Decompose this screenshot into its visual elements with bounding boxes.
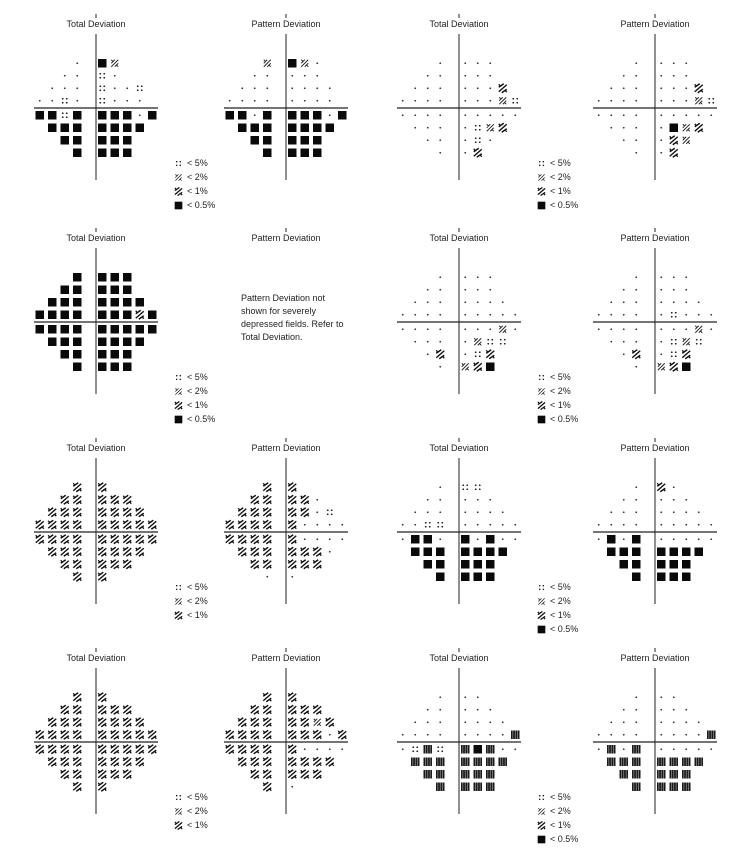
legend-row (537, 184, 578, 198)
legend-row (537, 804, 578, 818)
test-points (598, 696, 716, 791)
legend-label: < 5% (187, 582, 208, 592)
legend-label: < 2% (550, 172, 571, 182)
point-lt05-scan (707, 731, 716, 740)
legend-label: < 2% (187, 172, 208, 182)
panel-title: Total Deviation (429, 233, 489, 243)
point-lt05-scan (607, 745, 616, 754)
point-dot (673, 734, 675, 736)
panel-title: Total Deviation (429, 653, 489, 663)
legend-row (537, 818, 578, 832)
legend-lt5 (176, 160, 181, 165)
legend-symbol-icon (537, 387, 546, 396)
point-lt05-scan (632, 758, 641, 767)
significance-legend (537, 580, 578, 636)
legend-label: < 5% (550, 582, 571, 592)
point-dot (660, 721, 662, 723)
panel-title: Pattern Deviation (620, 443, 690, 453)
point-dot (660, 709, 662, 711)
legend-symbol-icon (174, 611, 183, 620)
point-lt05-scan (657, 758, 666, 767)
legend-label: < 5% (187, 792, 208, 802)
panel-title: Pattern Deviation (251, 653, 321, 663)
legend-symbol-icon (537, 835, 546, 844)
panel-title: Pattern Deviation (251, 443, 321, 453)
point-dot (610, 721, 612, 723)
legend-lt1 (538, 821, 545, 829)
legend-symbol-icon (174, 173, 183, 182)
legend-lt1 (175, 611, 182, 619)
legend-row (174, 608, 208, 622)
legend-lt05 (538, 415, 546, 423)
legend-lt5 (176, 584, 181, 589)
legend-row (537, 832, 578, 846)
legend-symbol-icon (537, 793, 546, 802)
legend-lt1 (538, 187, 545, 195)
pattern-deviation-note: Pattern Deviation not shown for severely depressed fields. Refer to Total Deviation. (241, 293, 344, 342)
legend-symbol-icon (537, 821, 546, 830)
point-dot (710, 748, 712, 750)
point-dot (660, 696, 662, 698)
legend-lt1 (175, 187, 182, 195)
point-dot (698, 721, 700, 723)
point-lt05-scan (695, 758, 704, 767)
legend-label: < 1% (187, 400, 208, 410)
legend-label: < 2% (550, 386, 571, 396)
legend-symbol-icon (174, 821, 183, 830)
legend-symbol-icon (174, 401, 183, 410)
point-lt05-scan (632, 783, 641, 792)
significance-legend (537, 790, 578, 846)
panel-title: Total Deviation (66, 653, 126, 663)
point-lt05-scan (670, 758, 679, 767)
panel-title: Total Deviation (429, 443, 489, 453)
panel-title: Total Deviation (66, 443, 126, 453)
legend-lt2 (538, 808, 544, 814)
legend-label: < 5% (550, 792, 571, 802)
legend-symbol-icon (537, 373, 546, 382)
legend-lt05 (538, 835, 546, 843)
legend-lt5 (539, 794, 544, 799)
legend-symbol-icon (174, 807, 183, 816)
point-lt05-scan (670, 770, 679, 779)
legend-label: < 0.5% (187, 414, 216, 424)
point-dot (685, 748, 687, 750)
legend-row (174, 370, 215, 384)
significance-legend (174, 156, 215, 212)
panel-title: Pattern Deviation (620, 653, 690, 663)
legend-lt5 (176, 794, 181, 799)
legend-row (537, 608, 578, 622)
panel-title: Pattern Deviation (251, 19, 321, 29)
point-lt05-scan (620, 758, 629, 767)
legend-row (174, 804, 208, 818)
point-dot (610, 734, 612, 736)
legend-row (537, 198, 578, 212)
point-dot (698, 748, 700, 750)
legend-label: < 2% (187, 386, 208, 396)
point-dot (635, 734, 637, 736)
legend-row (174, 790, 208, 804)
legend-label: < 5% (550, 158, 571, 168)
legend-row (537, 594, 578, 608)
point-dot (635, 709, 637, 711)
legend-lt1 (538, 401, 545, 409)
legend-lt1 (538, 611, 545, 619)
point-lt05-scan (607, 758, 616, 767)
legend-label: < 0.5% (550, 414, 579, 424)
point-lt05-scan (682, 770, 691, 779)
panel-title: Pattern Deviation (620, 19, 690, 29)
point-dot (635, 696, 637, 698)
legend-lt1 (175, 821, 182, 829)
significance-legend (174, 370, 215, 426)
panel-title: Pattern Deviation (251, 233, 321, 243)
point-dot (685, 709, 687, 711)
legend-symbol-icon (537, 159, 546, 168)
point-dot (660, 734, 662, 736)
legend-lt2 (175, 174, 181, 180)
point-dot (685, 721, 687, 723)
point-dot (623, 748, 625, 750)
point-dot (623, 721, 625, 723)
legend-symbol-icon (174, 793, 183, 802)
point-lt05-scan (620, 770, 629, 779)
significance-legend (174, 580, 208, 622)
legend-label: < 1% (187, 820, 208, 830)
legend-lt05 (538, 201, 546, 209)
legend-symbol-icon (537, 173, 546, 182)
legend-row (537, 398, 578, 412)
legend-symbol-icon (537, 597, 546, 606)
legend-symbol-icon (537, 401, 546, 410)
legend-row (174, 398, 215, 412)
point-lt05-scan (682, 783, 691, 792)
legend-lt1 (175, 401, 182, 409)
legend-row (537, 384, 578, 398)
legend-label: < 1% (550, 610, 571, 620)
significance-legend (537, 156, 578, 212)
legend-lt2 (538, 598, 544, 604)
legend-symbol-icon (174, 583, 183, 592)
point-dot (673, 721, 675, 723)
legend-label: < 5% (187, 158, 208, 168)
legend-label: < 1% (187, 186, 208, 196)
legend-label: < 2% (550, 806, 571, 816)
point-lt05-scan (632, 770, 641, 779)
legend-row (174, 580, 208, 594)
legend-symbol-icon (537, 807, 546, 816)
legend-label: < 5% (550, 372, 571, 382)
legend-row (537, 580, 578, 594)
legend-row (174, 594, 208, 608)
legend-lt5 (539, 160, 544, 165)
panel-title: Total Deviation (66, 19, 126, 29)
legend-row (537, 170, 578, 184)
legend-lt05 (538, 625, 546, 633)
legend-row (537, 412, 578, 426)
legend-label: < 1% (550, 186, 571, 196)
legend-lt5 (539, 374, 544, 379)
legend-row (174, 818, 208, 832)
legend-symbol-icon (537, 625, 546, 634)
legend-lt05 (175, 201, 183, 209)
legend-lt2 (175, 598, 181, 604)
legend-symbol-icon (174, 387, 183, 396)
panel-title: Pattern Deviation (620, 233, 690, 243)
point-dot (698, 734, 700, 736)
legend-row (174, 412, 215, 426)
legend-row (174, 156, 215, 170)
legend-symbol-icon (537, 415, 546, 424)
legend-row (174, 384, 215, 398)
point-lt05-scan (657, 783, 666, 792)
legend-row (537, 790, 578, 804)
legend-lt05 (175, 415, 183, 423)
point-lt05-scan (682, 758, 691, 767)
legend-label: < 2% (187, 806, 208, 816)
legend-symbol-icon (174, 159, 183, 168)
legend-row (537, 156, 578, 170)
legend-label: < 1% (550, 820, 571, 830)
significance-legend (537, 370, 578, 426)
legend-symbol-icon (537, 187, 546, 196)
legend-lt2 (175, 808, 181, 814)
legend-label: < 0.5% (550, 624, 579, 634)
legend-lt5 (539, 584, 544, 589)
legend-symbol-icon (537, 201, 546, 210)
point-dot (660, 748, 662, 750)
point-lt05-scan (657, 770, 666, 779)
point-dot (685, 734, 687, 736)
legend-symbol-icon (537, 611, 546, 620)
legend-label: < 5% (187, 372, 208, 382)
legend-label: < 2% (187, 596, 208, 606)
point-lt05-scan (670, 783, 679, 792)
point-dot (623, 734, 625, 736)
legend-label: < 0.5% (550, 200, 579, 210)
legend-label: < 0.5% (187, 200, 216, 210)
legend-symbol-icon (174, 373, 183, 382)
panel-title: Total Deviation (429, 19, 489, 29)
legend-symbol-icon (537, 583, 546, 592)
legend-label: < 0.5% (550, 834, 579, 844)
legend-row (174, 184, 215, 198)
panel-title: Total Deviation (66, 233, 126, 243)
legend-row (537, 622, 578, 636)
legend-symbol-icon (174, 597, 183, 606)
legend-row (537, 370, 578, 384)
legend-lt2 (538, 388, 544, 394)
legend-row (174, 198, 215, 212)
legend-symbol-icon (174, 187, 183, 196)
legend-lt2 (175, 388, 181, 394)
legend-label: < 2% (550, 596, 571, 606)
legend-label: < 1% (550, 400, 571, 410)
significance-legend (174, 790, 208, 832)
point-dot (673, 748, 675, 750)
legend-symbol-icon (174, 201, 183, 210)
legend-label: < 1% (187, 610, 208, 620)
legend-lt2 (538, 174, 544, 180)
point-dot (673, 696, 675, 698)
point-dot (598, 748, 600, 750)
point-dot (673, 709, 675, 711)
point-dot (623, 709, 625, 711)
legend-lt5 (176, 374, 181, 379)
point-lt05-scan (632, 745, 641, 754)
point-dot (635, 721, 637, 723)
legend-row (174, 170, 215, 184)
legend-symbol-icon (174, 415, 183, 424)
point-dot (598, 734, 600, 736)
